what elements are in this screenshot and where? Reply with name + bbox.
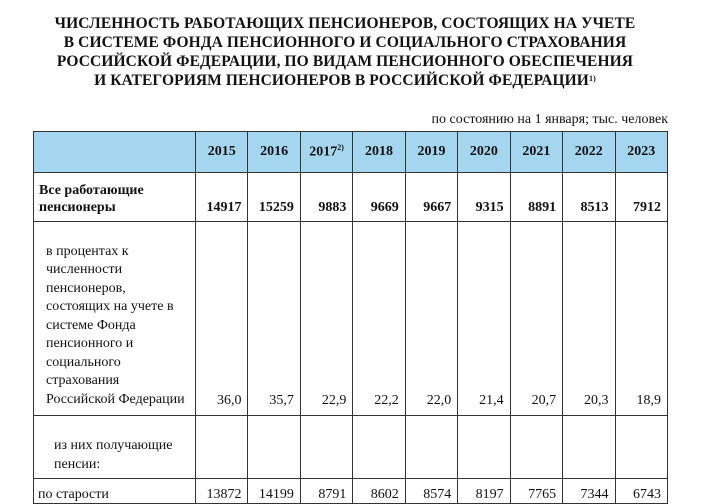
table-cell: 22,0 <box>405 222 457 416</box>
row-label-old-age: по старости <box>34 479 196 504</box>
year-header: 2015 <box>196 132 248 173</box>
table-cell: 13872 <box>196 479 248 504</box>
table-row-old-age <box>34 479 668 504</box>
year-header: 2018 <box>353 132 405 173</box>
year-header <box>300 132 352 173</box>
table-cell: 6743 <box>615 479 668 504</box>
table-cell: 36,0 <box>196 222 248 416</box>
table-cell <box>248 416 300 479</box>
table-cell <box>405 416 457 479</box>
table-cell: 20,7 <box>510 222 562 416</box>
table-cell: 8197 <box>458 479 510 504</box>
year-footnote: 2) <box>337 143 344 153</box>
table-cell: 18,9 <box>615 222 668 416</box>
title-line-4-text: И КАТЕГОРИЯМ ПЕНСИОНЕРОВ В РОССИЙСКОЙ ФЕДЕРАЦИИ <box>94 72 589 89</box>
table-cell: 9883 <box>300 173 352 222</box>
table-cell: 15259 <box>248 173 300 222</box>
row-label-total: Все работающие пенсионеры <box>34 173 196 222</box>
table-row-of-them <box>34 416 668 479</box>
row-label-of-them: из них получающие пенсии: <box>34 416 196 479</box>
table-cell: 9667 <box>405 173 457 222</box>
table-cell: 7344 <box>563 479 615 504</box>
table-cell <box>510 416 562 479</box>
year-header: 2023 <box>615 132 668 173</box>
table-cell: 20,3 <box>563 222 615 416</box>
header-row <box>34 132 668 173</box>
table-cell <box>353 416 405 479</box>
table-cell: 9315 <box>458 173 510 222</box>
table-cell: 35,7 <box>248 222 300 416</box>
table-units-note: по состоянию на 1 января; тыс. человек <box>431 112 668 127</box>
table-cell <box>196 416 248 479</box>
data-table <box>33 131 668 504</box>
title-line-4 <box>0 71 690 90</box>
year-header: 2022 <box>563 132 615 173</box>
row-label-percent: в процентах к численности пенсионеров, состоящих на учете в системе Фонда пенсионного и социального страхования Российской Федерации <box>34 222 196 416</box>
table-cell <box>563 416 615 479</box>
table-cell: 8574 <box>405 479 457 504</box>
table-cell: 8891 <box>510 173 562 222</box>
table-cell <box>615 416 668 479</box>
page-title <box>0 14 690 90</box>
title-line-2: В СИСТЕМЕ ФОНДА ПЕНСИОННОГО И СОЦИАЛЬНОГО СТРАХОВАНИЯ <box>63 34 627 51</box>
table-cell: 14917 <box>196 173 248 222</box>
table-cell: 22,9 <box>300 222 352 416</box>
table-cell: 22,2 <box>353 222 405 416</box>
header-corner-cell <box>34 132 196 173</box>
title-line-1: ЧИСЛЕННОСТЬ РАБОТАЮЩИХ ПЕНСИОНЕРОВ, СОСТОЯЩИХ НА УЧЕТЕ <box>54 15 636 32</box>
table-cell: 9669 <box>353 173 405 222</box>
table-cell: 8791 <box>300 479 352 504</box>
year-header-text: 2017 <box>309 144 338 160</box>
table-cell <box>458 416 510 479</box>
table-row-percent <box>34 222 668 416</box>
table-cell: 14199 <box>248 479 300 504</box>
table-cell: 8513 <box>563 173 615 222</box>
year-header: 2016 <box>248 132 300 173</box>
year-header: 2020 <box>458 132 510 173</box>
table-cell <box>300 416 352 479</box>
table-cell: 21,4 <box>458 222 510 416</box>
table-cell: 7912 <box>615 173 668 222</box>
table-row-total <box>34 173 668 222</box>
title-line-3: РОССИЙСКОЙ ФЕДЕРАЦИИ, ПО ВИДАМ ПЕНСИОННОГО ОБЕСПЕЧЕНИЯ <box>56 53 634 70</box>
title-footnote: 1) <box>588 74 596 83</box>
table-cell: 7765 <box>510 479 562 504</box>
table-cell: 8602 <box>353 479 405 504</box>
year-header: 2019 <box>405 132 457 173</box>
year-header: 2021 <box>510 132 562 173</box>
